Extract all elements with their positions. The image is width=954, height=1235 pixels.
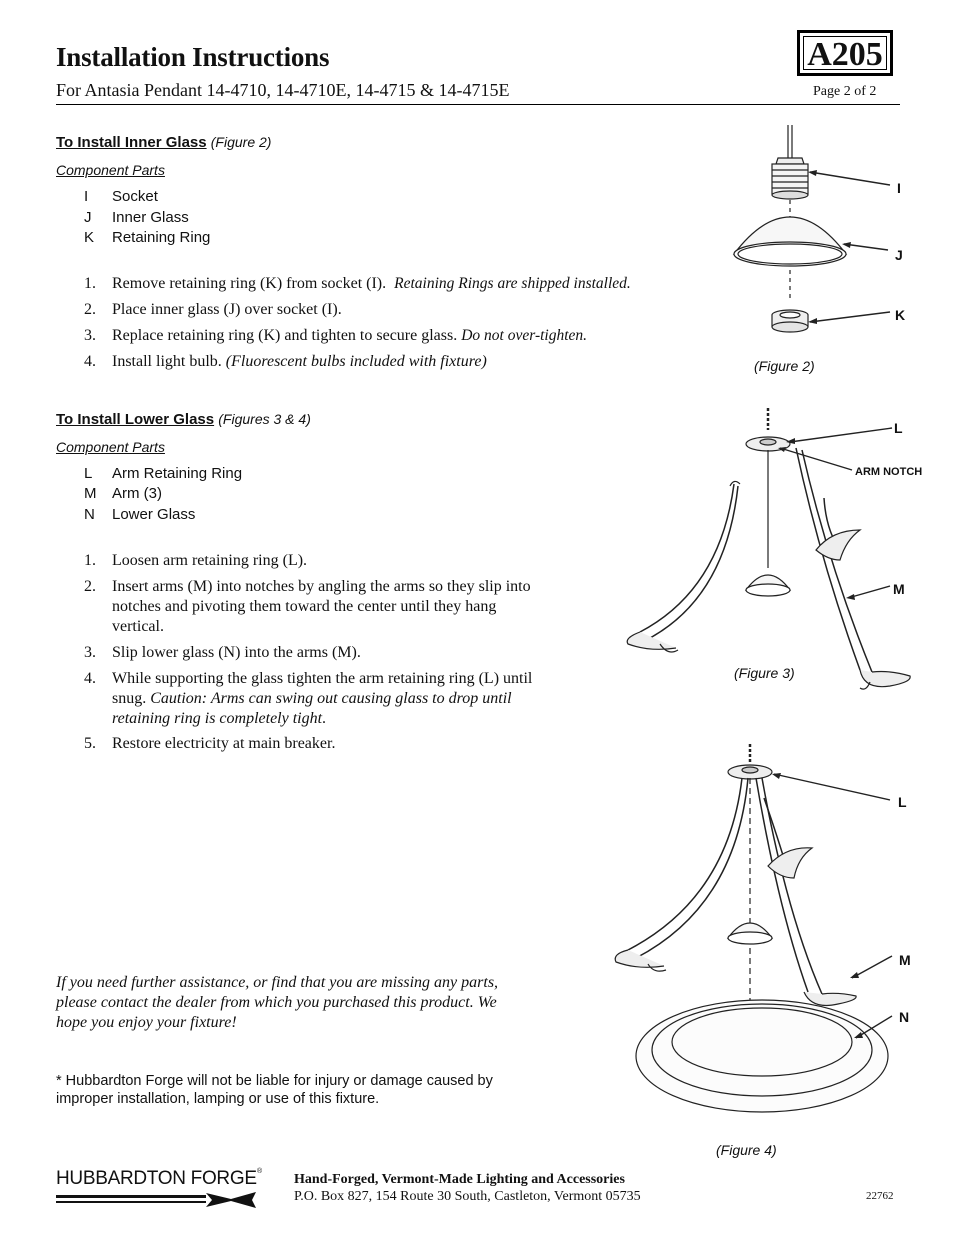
step-text: While supporting the glass tighten the arm retaining ring (L) until	[112, 670, 533, 687]
section1-figure-ref: (Figure 2)	[210, 134, 272, 150]
part-name: Arm (3)	[112, 485, 162, 502]
page-title: Installation Instructions	[56, 42, 330, 72]
step-text: Install light bulb.	[112, 353, 222, 370]
closing-line: please contact the dealer from which you purchased this product. We	[56, 994, 497, 1011]
part-letter: J	[84, 209, 92, 226]
footer-address: P.O. Box 827, 154 Route 30 South, Castleton, Vermont 05735	[294, 1189, 641, 1204]
section2-step	[84, 551, 584, 571]
step-note: Do not over-tighten.	[461, 327, 588, 344]
figure2-label-j: J	[895, 247, 903, 263]
part-letter: N	[84, 506, 95, 523]
step-number: 1.	[84, 552, 96, 569]
company-logo	[56, 1168, 262, 1210]
section1-step	[84, 352, 704, 372]
section2-components-label: Component Parts	[56, 439, 165, 455]
step-text: Insert arms (M) into notches by angling the arms so they slip into	[112, 578, 531, 595]
figure4-label-n: N	[899, 1009, 910, 1025]
logo-wordmark: HUBBARDTON FORGE	[56, 1168, 257, 1189]
section1-components-label: Component Parts	[56, 162, 165, 178]
step-text: .	[322, 710, 327, 727]
part-name: Retaining Ring	[112, 229, 211, 246]
figure4-illustration	[608, 738, 918, 1138]
product-subtitle: For Antasia Pendant 14-4710, 14-4710E, 14-4715 & 14-4715E	[56, 80, 510, 100]
section1-heading	[56, 134, 271, 151]
section2-figure-ref: (Figures 3 & 4)	[218, 411, 311, 427]
step-note: Retaining Rings are shipped installed.	[394, 275, 631, 292]
section1-step	[84, 274, 704, 294]
disclaimer-line: improper installation, lamping or use of this fixture.	[56, 1091, 380, 1107]
step-text: vertical.	[112, 618, 164, 635]
part-item	[84, 465, 242, 482]
section1-step	[84, 326, 704, 346]
disclaimer-line: * Hubbardton Forge will not be liable for injury or damage caused by	[56, 1073, 493, 1089]
figure4-label-l: L	[898, 794, 907, 810]
part-item	[84, 506, 195, 523]
step-caution: retaining ring is completely tight	[112, 710, 323, 727]
step-text: notches and pivoting them toward the center until they hang	[112, 598, 497, 615]
part-item	[84, 229, 210, 246]
figure3-illustration	[620, 400, 923, 700]
section2-step	[84, 734, 584, 754]
part-item	[84, 188, 158, 205]
doc-code: A205	[803, 36, 887, 70]
step-number: 3.	[84, 644, 96, 661]
part-item	[84, 485, 162, 502]
footer-tagline: Hand-Forged, Vermont-Made Lighting and Accessories	[294, 1172, 625, 1187]
step-text: Loosen arm retaining ring (L).	[112, 552, 308, 569]
figure3-label-l: L	[894, 420, 903, 436]
step-note: (Fluorescent bulbs included with fixture)	[225, 353, 487, 370]
figure2-label-i: I	[897, 180, 901, 196]
section2-heading	[56, 411, 311, 428]
part-name: Arm Retaining Ring	[112, 465, 243, 482]
section1-title: To Install Inner Glass	[56, 134, 207, 151]
figure2-label-k: K	[895, 307, 906, 323]
logo-hammer-icon	[56, 1192, 262, 1208]
figure3-caption: (Figure 3)	[734, 665, 795, 681]
liability-disclaimer	[56, 1072, 576, 1108]
page-number: Page 2 of 2	[813, 84, 877, 99]
section2-step	[84, 577, 584, 637]
section2-step	[84, 669, 584, 729]
section2-step	[84, 643, 584, 663]
closing-line: hope you enjoy your fixture!	[56, 1014, 237, 1031]
step-number: 3.	[84, 327, 96, 344]
doc-code-box	[797, 30, 893, 76]
figure4-label-m: M	[899, 952, 911, 968]
closing-line: If you need further assistance, or find that you are missing any parts,	[56, 974, 499, 991]
part-name: Socket	[112, 188, 158, 205]
document-code: 22762	[866, 1190, 894, 1202]
part-letter: M	[84, 485, 97, 502]
figure2-illustration	[720, 120, 920, 350]
part-name: Lower Glass	[112, 506, 196, 523]
step-number: 5.	[84, 735, 96, 752]
figure4-caption: (Figure 4)	[716, 1142, 777, 1158]
section1-step	[84, 300, 704, 320]
step-text: Place inner glass (J) over socket (I).	[112, 301, 342, 318]
header-rule	[56, 104, 900, 105]
figure3-label-arm-notch: ARM NOTCH	[855, 466, 923, 478]
step-number: 4.	[84, 670, 96, 687]
step-number: 1.	[84, 275, 96, 292]
step-number: 4.	[84, 353, 96, 370]
step-number: 2.	[84, 301, 96, 318]
part-name: Inner Glass	[112, 209, 189, 226]
section2-title: To Install Lower Glass	[56, 411, 215, 428]
step-caution: Caution: Arms can swing out causing glass to drop until	[150, 690, 512, 707]
step-text: snug.	[112, 690, 151, 707]
part-letter: K	[84, 229, 95, 246]
logo-registered-mark: ®	[257, 1168, 263, 1175]
step-number: 2.	[84, 578, 96, 595]
step-text: Slip lower glass (N) into the arms (M).	[112, 644, 361, 661]
part-item	[84, 209, 189, 226]
step-text: Replace retaining ring (K) and tighten to secure glass.	[112, 327, 458, 344]
part-letter: L	[84, 465, 93, 482]
figure2-caption: (Figure 2)	[754, 358, 815, 374]
part-letter: I	[84, 188, 89, 205]
step-text: Remove retaining ring (K) from socket (I).	[112, 275, 387, 292]
figure3-label-m: M	[893, 581, 905, 597]
step-text: Restore electricity at main breaker.	[112, 735, 336, 752]
closing-note	[56, 973, 556, 1033]
